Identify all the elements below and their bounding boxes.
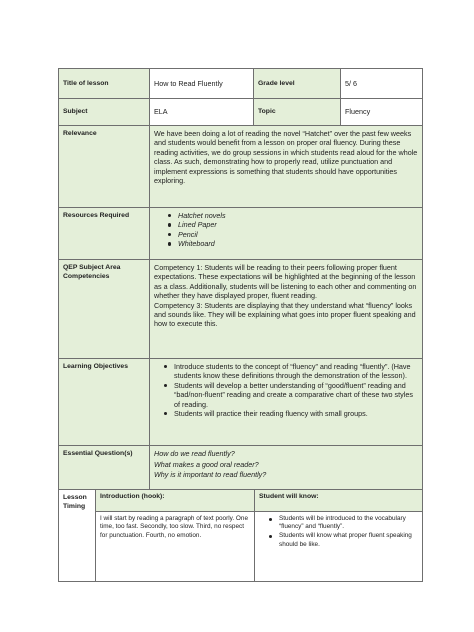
title-row [59, 69, 423, 99]
lesson-timing-label: Lesson Timing [59, 490, 96, 581]
timing-header-row [59, 490, 423, 511]
resource-item: Whiteboard [168, 239, 418, 248]
topic-value: Fluency [341, 99, 423, 126]
timing-body-row [59, 511, 423, 581]
resource-item: Lined Paper [168, 220, 418, 229]
essential-question: Why is it important to read fluently? [154, 470, 267, 480]
student-will-know-header: Student will know: [255, 490, 423, 511]
relevance-label: Relevance [59, 126, 150, 208]
relevance-text: We have been doing a lot of reading the novel “Hatchet” over the past few weeks and students would benefit from a lesson on proper oral fluency. During these reading activities, we do group sessions in which students read aloud for the whole class. As such, demonstrating how to properly read, utilize punctuation and implement expressions is something that students should have opportunities exploring. [150, 126, 423, 208]
objective-item: Students will practice their reading fluency with small groups. [164, 409, 418, 418]
resource-item: Pencil [168, 230, 418, 239]
grade-label: Grade level [254, 69, 341, 99]
resources-label: Resources Required [59, 208, 150, 260]
qep-competency-1: Competency 1: Students will be reading to their peers following proper fluent expectations. These expectations will be highlighted at the beginning of the lesson as a class. Additionally, students will be listening to each other and commenting on whether they have displayed proper, fluent reading. [154, 263, 417, 301]
lesson-plan-table [58, 68, 423, 490]
qep-cell [150, 260, 423, 359]
essential-question: How do we read fluently? [154, 449, 235, 458]
objectives-cell [150, 359, 423, 446]
essential-row [59, 446, 423, 490]
qep-row [59, 260, 423, 359]
know-item: Students will know what proper fluent speaking should be like. [269, 532, 418, 550]
know-item: Students will be introduced to the vocabulary “fluency” and “fluently”. [269, 515, 418, 533]
objective-item: Students will develop a better understanding of “good/fluent” reading and “bad/non-fluent” reading and create a comparative chart of these two styles of reading. [164, 381, 418, 409]
resources-list [154, 211, 418, 249]
essential-cell [150, 446, 423, 490]
timing-table [58, 490, 423, 582]
essential-question: What makes a good oral reader? [154, 459, 259, 469]
objective-item: Introduce students to the concept of “fluency” and reading “fluently”. (Have students know these definitions through the demonstration of the lesson). [164, 362, 418, 381]
introduction-header: Introduction (hook): [96, 490, 255, 511]
objectives-label: Learning Objectives [59, 359, 150, 446]
student-will-know-list [259, 515, 418, 550]
relevance-row [59, 126, 423, 208]
objectives-row [59, 359, 423, 446]
resources-row [59, 208, 423, 260]
resources-cell [150, 208, 423, 260]
grade-value: 5/ 6 [341, 69, 423, 99]
resource-item: Hatchet novels [168, 211, 418, 220]
topic-label: Topic [254, 99, 341, 126]
subject-label: Subject [59, 99, 150, 126]
lesson-plan [58, 68, 422, 582]
qep-label: QEP Subject Area Competencies [59, 260, 150, 359]
essential-label: Essential Question(s) [59, 446, 150, 490]
objectives-list [154, 362, 418, 418]
introduction-text: I will start by reading a paragraph of text poorly. One time, too fast. Secondly, too slow. Third, no respect for punctuation. Fourth, no emotion. [96, 511, 255, 581]
title-label: Title of lesson [59, 69, 150, 99]
student-will-know-cell [255, 511, 423, 581]
qep-competency-3: Competency 3: Students are displaying that they understand what “fluency” looks and sounds like. They will be explaining what goes into proper fluent speaking and how to execute this. [154, 300, 416, 329]
subject-value: ELA [150, 99, 254, 126]
subject-row [59, 99, 423, 126]
title-value: How to Read Fluently [150, 69, 254, 99]
